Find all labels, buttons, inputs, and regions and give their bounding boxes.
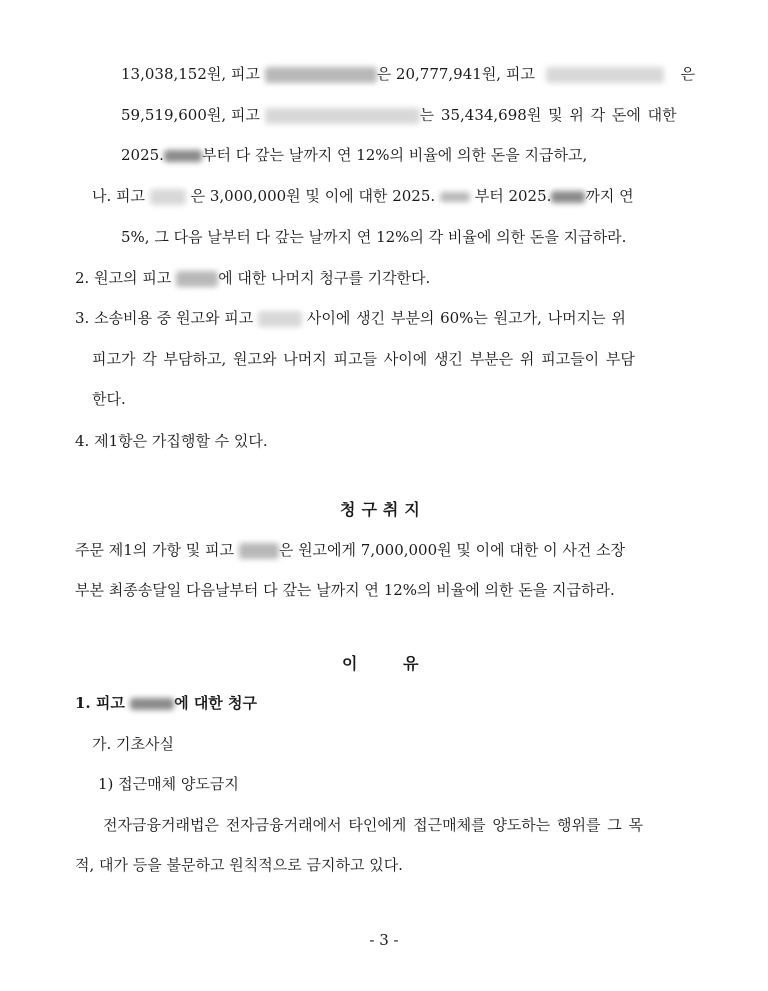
- order-line-8-text: 피고가 각 부담하고, 원고와 나머지 피고들 사이에 생긴 부분은 위 피고들이 부담: [92, 350, 635, 368]
- order-line-6-b: 에 대한 나머지 청구를 기각한다.: [218, 269, 431, 287]
- reasons-section-1-b: 에 대한 청구: [174, 694, 258, 712]
- redacted-name: [150, 189, 186, 205]
- order-line-1-b: 은 20,777,941원, 피고: [376, 65, 535, 83]
- redacted-date: [440, 192, 470, 202]
- order-line-7-a: 3. 소송비용 중 원고와 피고: [75, 309, 254, 327]
- order-line-4-b: 은 3,000,000원 및 이에 대한 2025.: [190, 187, 436, 205]
- order-line-1: [121, 64, 695, 84]
- order-line-6-a: 2. 원고의 피고: [75, 269, 172, 287]
- reasons-section-1: [75, 693, 257, 713]
- order-line-3-a: 2025.: [121, 146, 164, 164]
- redacted-name: [176, 271, 218, 287]
- order-line-4: [92, 186, 695, 206]
- order-line-9: [92, 389, 126, 409]
- order-line-10-text: 4. 제1항은 가집행할 수 있다.: [75, 432, 268, 450]
- claim-line-1: [75, 540, 625, 560]
- order-line-5: [121, 227, 626, 247]
- redacted-name: [265, 108, 420, 124]
- order-line-2-a: 59,519,600원, 피고: [121, 106, 260, 124]
- reasons-section-1-a: 1. 피고: [75, 694, 125, 712]
- order-line-2-b: 는 35,434,698원 및 위 각 돈에 대한: [419, 106, 677, 124]
- redacted-date: [164, 150, 202, 162]
- reasons-sub-1: 1) 접근매체 양도금지: [98, 775, 239, 793]
- order-line-1-c: 은: [680, 65, 695, 83]
- reasons-sub-a: 가. 기초사실: [92, 735, 174, 753]
- order-line-4-d: 까지 연: [585, 187, 634, 205]
- order-line-2: [121, 105, 695, 125]
- claim-line-2-text: 부본 최종송달일 다음날부터 다 갚는 날까지 연 12%의 비율에 의한 돈을 지급하라.: [75, 581, 615, 599]
- order-line-8: [92, 349, 635, 369]
- claim-line-1-a: 주문 제1의 가항 및 피고: [75, 541, 235, 559]
- redacted-name: [258, 311, 302, 327]
- reasons-paragraph-line-1: 전자금융거래법은 전자금융거래에서 타인에게 접근매체를 양도하는 행위를 그 목: [103, 816, 644, 834]
- claim-heading: 청구취지: [340, 500, 426, 519]
- order-line-3-b: 부터 다 갚는 날까지 연 12%의 비율에 의한 돈을 지급하고,: [201, 146, 588, 164]
- reasons-paragraph-line-2: 적, 대가 등을 불문하고 원칙적으로 금지하고 있다.: [75, 856, 403, 874]
- redacted-name: [546, 67, 664, 83]
- redacted-name: [130, 698, 174, 710]
- order-line-7-b: 사이에 생긴 부분의 60%는 원고가, 나머지는 위: [306, 309, 626, 327]
- redacted-name: [239, 543, 279, 559]
- order-line-3: [121, 145, 587, 165]
- redacted-name: [265, 67, 377, 83]
- order-line-4-c: 부터 2025.: [474, 187, 552, 205]
- reasons-heading: 이 유: [342, 654, 419, 673]
- order-line-6: [75, 268, 430, 288]
- order-line-5-text: 5%, 그 다음 날부터 다 갚는 날까지 연 12%의 각 비율에 의한 돈을 지급하라.: [121, 228, 627, 246]
- claim-line-2: [75, 580, 615, 600]
- order-line-1-a: 13,038,152원, 피고: [121, 65, 260, 83]
- page-number: - 3 -: [369, 931, 399, 949]
- order-line-7: [75, 308, 695, 328]
- order-line-9-text: 한다.: [92, 390, 126, 408]
- claim-line-1-b: 은 원고에게 7,000,000원 및 이에 대한 이 사건 소장: [278, 541, 626, 559]
- redacted-date: [551, 191, 585, 203]
- order-line-10: [75, 431, 268, 451]
- order-line-4-a: 나. 피고: [92, 187, 146, 205]
